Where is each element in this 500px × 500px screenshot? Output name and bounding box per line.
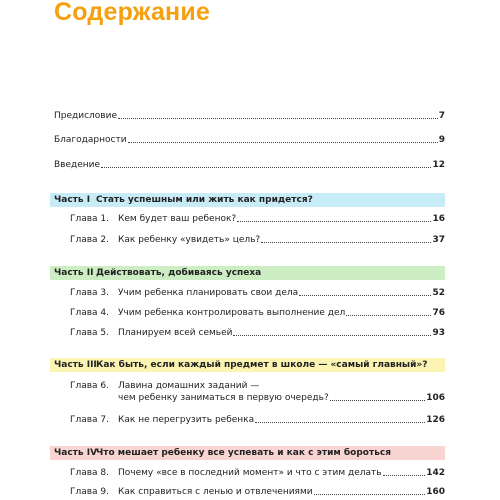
part-number: Часть I <box>54 195 91 205</box>
chapter-title: Учим ребенка планировать свои дела <box>118 288 299 298</box>
chapter-page: 93 <box>432 328 445 338</box>
chapter-page: 142 <box>426 468 445 478</box>
part-title: Как быть, если каждый предмет в школе — «самый главный»? <box>96 360 428 370</box>
chapter-page: 16 <box>432 214 445 224</box>
toc-entry-acknowledgements[interactable] <box>54 134 445 146</box>
part-title: Что мешает ребенку все успевать и как с этим бороться <box>96 448 392 458</box>
chapter-number: Глава 9. <box>70 487 110 497</box>
chapter-title-multiline <box>118 380 445 404</box>
toc-chapter-9[interactable] <box>70 486 445 498</box>
dot-leader <box>299 295 431 296</box>
toc-chapter-5[interactable] <box>70 327 445 339</box>
dot-leader <box>383 475 426 476</box>
chapter-number: Глава 6. <box>70 381 110 391</box>
chapter-page: 160 <box>426 487 445 497</box>
part-heading-1[interactable] <box>50 193 445 207</box>
toc-entry-introduction[interactable] <box>54 159 445 171</box>
chapter-page: 52 <box>432 288 445 298</box>
chapter-page: 76 <box>432 308 445 318</box>
chapter-page: 126 <box>426 415 445 425</box>
page-title: Содержание <box>54 0 211 26</box>
toc-chapter-2[interactable] <box>70 234 445 246</box>
part-heading-4[interactable] <box>50 446 445 460</box>
chapter-page: 37 <box>432 235 445 245</box>
part-title: Стать успешным или жить как придется? <box>96 195 313 205</box>
part-number: Часть II <box>54 268 94 278</box>
toc-entry-preface[interactable] <box>54 110 445 122</box>
toc-chapter-3[interactable] <box>70 287 445 299</box>
part-number: Часть IV <box>54 448 98 458</box>
toc-entry-label: Введение <box>54 160 101 170</box>
chapter-title-line-2: чем ребенку заниматься в первую очередь? <box>118 393 329 403</box>
chapter-title: Кем будет ваш ребенок? <box>118 214 237 224</box>
part-title: Действовать, добиваясь успеха <box>96 268 262 278</box>
dot-leader <box>118 118 438 119</box>
dot-leader <box>330 400 425 401</box>
chapter-title-line-1: Лавина домашних заданий — <box>118 381 260 391</box>
chapter-title: Планируем всей семьей <box>118 328 233 338</box>
dot-leader <box>346 315 431 316</box>
chapter-number: Глава 1. <box>70 214 110 224</box>
part-number: Часть III <box>54 360 97 370</box>
dot-leader <box>314 494 426 495</box>
chapter-title: Учим ребенка контролировать выполнение дел <box>118 308 346 318</box>
toc-chapter-8[interactable] <box>70 467 445 479</box>
dot-leader <box>233 335 431 336</box>
dot-leader <box>101 167 431 168</box>
chapter-title: Как справиться с ленью и отвлечениями <box>118 487 313 497</box>
chapter-number: Глава 8. <box>70 468 110 478</box>
toc-entry-page: 9 <box>438 135 445 145</box>
toc-chapter-1[interactable] <box>70 213 445 225</box>
toc-chapter-4[interactable] <box>70 307 445 319</box>
part-heading-3[interactable] <box>50 358 445 372</box>
toc-entry-page: 7 <box>438 111 445 121</box>
chapter-title: Как ребенку «увидеть» цель? <box>118 235 261 245</box>
chapter-number: Глава 2. <box>70 235 110 245</box>
toc-chapter-7[interactable] <box>70 414 445 426</box>
dot-leader <box>237 221 431 222</box>
chapter-number: Глава 7. <box>70 415 110 425</box>
chapter-title: Почему «все в последний момент» и что с этим делать <box>118 468 382 478</box>
part-heading-2[interactable] <box>50 266 445 280</box>
toc-chapter-6[interactable] <box>70 380 445 404</box>
chapter-number: Глава 4. <box>70 308 110 318</box>
dot-leader <box>128 142 438 143</box>
chapter-number: Глава 3. <box>70 288 110 298</box>
toc-entry-label: Благодарности <box>54 135 127 145</box>
toc-entry-page: 12 <box>432 160 445 170</box>
dot-leader <box>255 422 425 423</box>
chapter-number: Глава 5. <box>70 328 110 338</box>
dot-leader <box>261 242 431 243</box>
toc-entry-label: Предисловие <box>54 111 117 121</box>
chapter-title: Как не перегрузить ребенка <box>118 415 255 425</box>
chapter-page: 106 <box>426 393 445 403</box>
chapter-title-line-2-row <box>118 392 445 404</box>
